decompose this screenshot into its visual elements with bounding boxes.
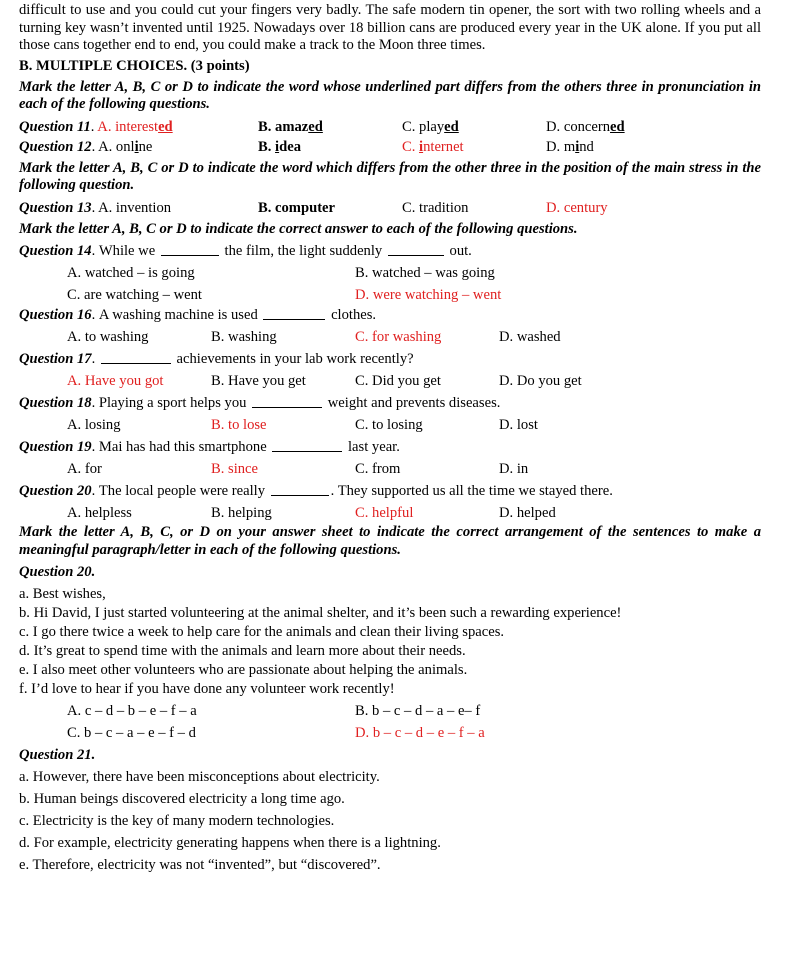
question-label: Question 21: [19, 747, 92, 763]
option-a: A. for: [67, 461, 102, 477]
option-a: A. c – d – b – e – f – a: [67, 703, 197, 719]
sentence-d: d. For example, electricity generating happens when there is a lightning.: [19, 835, 441, 851]
option-c: C. are watching – went: [67, 287, 202, 303]
option-b: B. amazed: [258, 118, 323, 135]
question-text: While we: [98, 243, 156, 259]
question-12: Question 12. A. online B. idea C. internet D. mind: [19, 138, 594, 155]
question-17: Question 17 . achievements in your lab work recently?: [19, 351, 414, 367]
option-c: C. tradition: [402, 199, 469, 216]
question-13: Question 13. A. invention B. computer C. tradition D. century: [19, 199, 608, 216]
sentence-e: e. Therefore, electricity was not “invented”, but “discovered”.: [19, 857, 381, 873]
section-b-title: B. MULTIPLE CHOICES. (3 points): [19, 57, 250, 74]
option-a: A. to washing: [67, 329, 149, 345]
instruction-arrangement: Mark the letter A, B, C, or D on your answer sheet to indicate the correct arrangement of the sentences to make a meaningful paragraph/letter in each of the following questions.: [19, 524, 761, 558]
question-label: Question 18: [19, 395, 92, 411]
answer-blank: [388, 242, 444, 256]
question-20: Question 20 . The local people were really . They supported us all the time we stayed there.: [19, 483, 613, 499]
question-text: last year.: [348, 439, 400, 455]
option-b: B. helping: [211, 505, 272, 521]
question-14: Question 14 . While we the film, the light suddenly out.: [19, 243, 472, 259]
sentence-b: b. Hi David, I just started volunteering at the animal shelter, and it’s been such a rewarding experience!: [19, 605, 622, 621]
option-c: C. internet: [402, 138, 464, 155]
answer-blank: [263, 306, 325, 320]
question-21: Question 21 .: [19, 747, 96, 763]
question-label: Question 11: [19, 118, 91, 135]
option-b: B. washing: [211, 329, 277, 345]
option-d: D. century: [546, 199, 608, 216]
question-text: clothes.: [331, 307, 377, 323]
option-d: D. lost: [499, 417, 538, 433]
option-b: B. watched – was going: [355, 265, 495, 281]
question-label: Question 13: [19, 199, 92, 216]
option-a: A. helpless: [67, 505, 132, 521]
option-d: D. b – c – d – e – f – a: [355, 725, 485, 741]
intro-paragraph: difficult to use and you could cut your fingers very badly. The safe modern tin opener, the sort with two rolling wheels and a turning key wasn’t invented until 1925. Nowadays over 18 billion cans are produced every year in the UK alone. If you put all those cans together end to end, you could make a track to the Moon three times.: [19, 2, 761, 53]
option-d: D. mind: [546, 138, 594, 155]
sentence-c: c. I go there twice a week to help care for the animals and clean their living spaces.: [19, 624, 505, 640]
sentence-d: d. It’s great to spend time with the animals and learn more about their needs.: [19, 643, 466, 659]
option-d: D. concerned: [546, 118, 625, 135]
option-a: A. online: [98, 138, 153, 155]
question-text: achievements in your lab work recently?: [176, 351, 414, 367]
option-b: B. Have you get: [211, 373, 306, 389]
sentence-f: f. I’d love to hear if you have done any volunteer work recently!: [19, 681, 395, 697]
option-b: B. to lose: [211, 417, 267, 433]
instruction-correct-answer: Mark the letter A, B, C or D to indicate the correct answer to each of the following questions.: [19, 220, 578, 237]
option-a: A. losing: [67, 417, 121, 433]
option-c: C. helpful: [355, 505, 414, 521]
sentence-e: e. I also meet other volunteers who are passionate about helping the animals.: [19, 662, 468, 678]
option-c: C. played: [402, 118, 459, 135]
instruction-pronunciation: Mark the letter A, B, C or D to indicate the word whose underlined part differs from the others three in pronunciation in each of the following questions.: [19, 78, 761, 112]
option-d: D. were watching – went: [355, 287, 502, 303]
instruction-stress: Mark the letter A, B, C or D to indicate the word which differs from the other three in the position of the main stress in the following question.: [19, 159, 761, 193]
question-text: Playing a sport helps you: [98, 395, 247, 411]
question-20-arrangement: Question 20 .: [19, 564, 96, 580]
question-18: Question 18 . Playing a sport helps you weight and prevents diseases.: [19, 395, 501, 411]
question-label: Question 16: [19, 307, 92, 323]
question-label: Question 17: [19, 351, 92, 367]
option-a: A. watched – is going: [67, 265, 195, 281]
option-c: C. Did you get: [355, 373, 441, 389]
option-b: B. since: [211, 461, 259, 477]
option-b: B. b – c – d – a – e– f: [355, 703, 481, 719]
question-text: The local people were really: [98, 483, 265, 499]
option-a: A. Have you got: [67, 373, 164, 389]
question-label: Question 20: [19, 483, 92, 499]
question-text: A washing machine is used: [98, 307, 258, 323]
option-b: B. idea: [258, 138, 301, 155]
answer-blank: [161, 242, 219, 256]
question-text: the film, the light suddenly: [224, 243, 383, 259]
question-16: Question 16 . A washing machine is used clothes.: [19, 307, 377, 323]
question-text: Mai has had this smartphone: [98, 439, 267, 455]
sentence-a: a. Best wishes,: [19, 586, 106, 602]
option-c: C. from: [355, 461, 401, 477]
answer-blank: [272, 438, 342, 452]
option-d: D. Do you get: [499, 373, 582, 389]
question-label: Question 19: [19, 439, 92, 455]
option-d: D. washed: [499, 329, 561, 345]
question-text: . They supported us all the time we stayed there.: [330, 483, 613, 499]
option-c: C. for washing: [355, 329, 442, 345]
question-label: Question 20: [19, 564, 92, 580]
question-11: Question 11. A. interested B. amazed C. played D. concerned: [19, 118, 625, 135]
question-text: out.: [449, 243, 472, 259]
option-b: B. computer: [258, 199, 336, 216]
answer-blank: [101, 350, 171, 364]
sentence-c: c. Electricity is the key of many modern technologies.: [19, 813, 335, 829]
sentence-b: b. Human beings discovered electricity a long time ago.: [19, 791, 345, 807]
option-c: C. b – c – a – e – f – d: [67, 725, 196, 741]
question-label: Question 14: [19, 243, 92, 259]
option-c: C. to losing: [355, 417, 423, 433]
question-label: Question 12: [19, 138, 92, 155]
sentence-a: a. However, there have been misconceptions about electricity.: [19, 769, 380, 785]
answer-blank: [252, 394, 322, 408]
answer-blank: [271, 482, 329, 496]
question-text: weight and prevents diseases.: [327, 395, 501, 411]
option-a: A. interested: [97, 118, 173, 135]
option-a: A. invention: [98, 199, 172, 216]
option-d: D. in: [499, 461, 529, 477]
question-19: Question 19 . Mai has had this smartphone last year.: [19, 439, 400, 455]
option-d: D. helped: [499, 505, 556, 521]
